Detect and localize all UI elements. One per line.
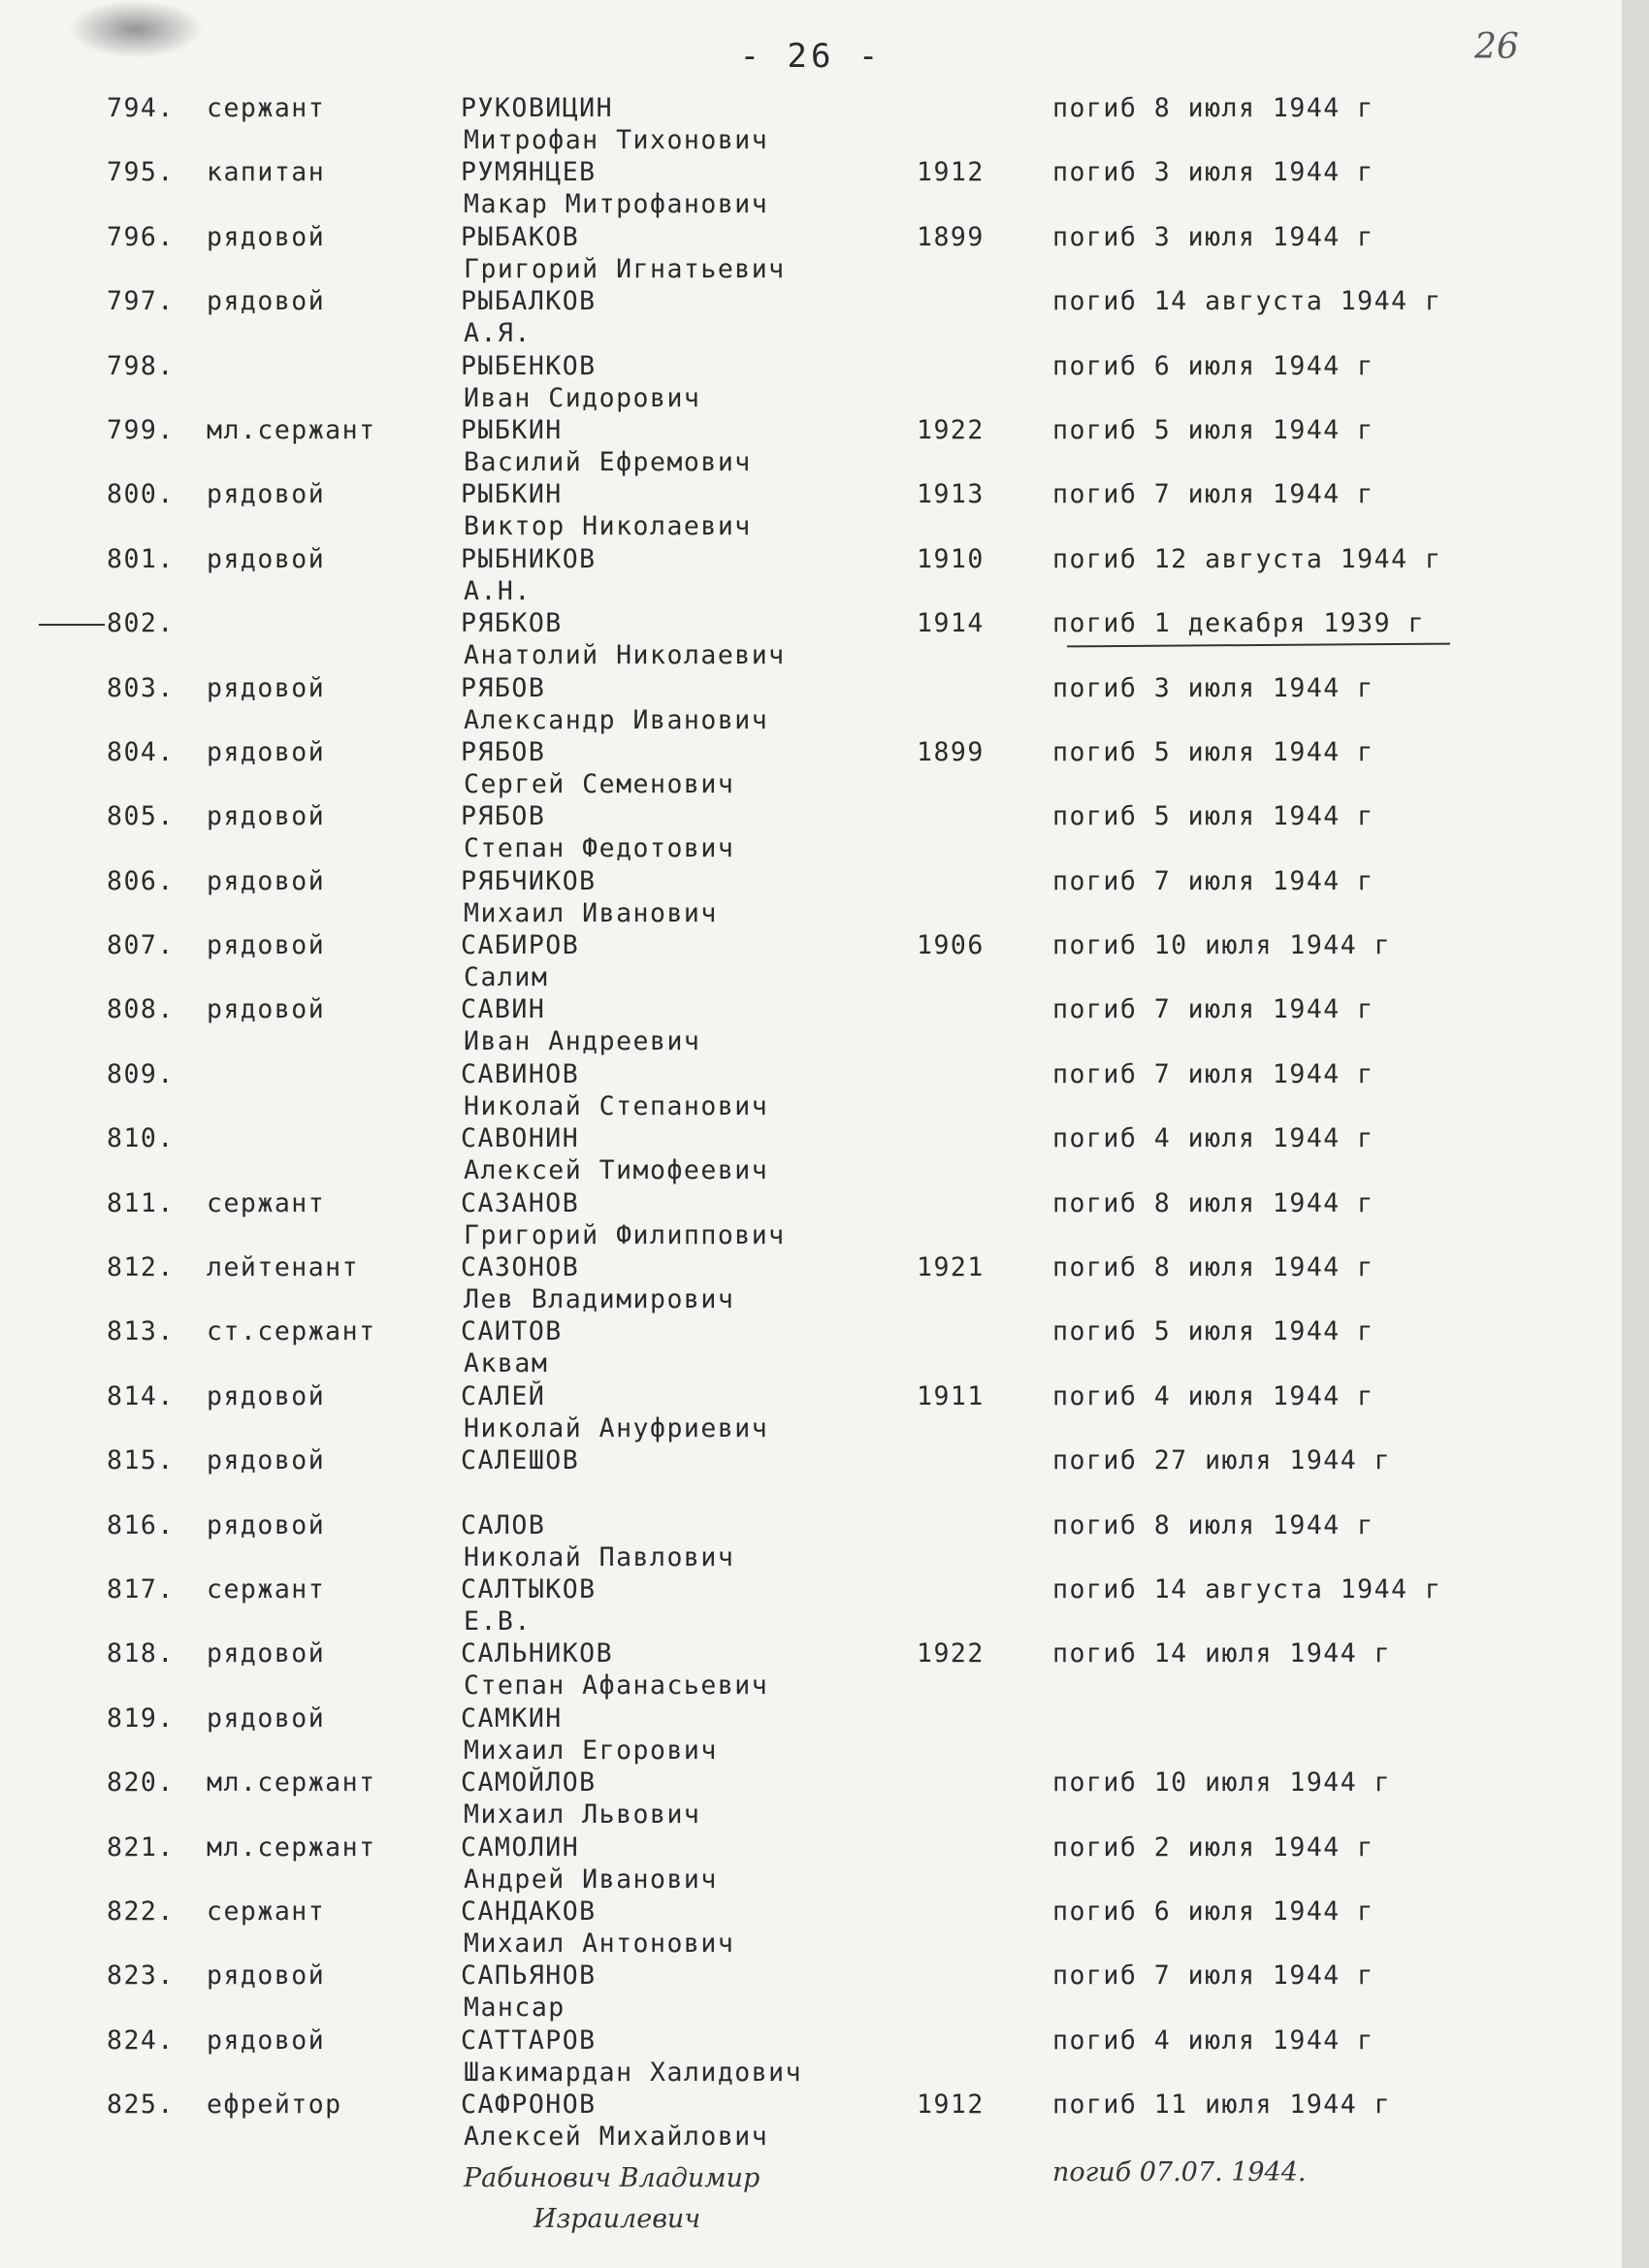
entry-given-name: А.Я. xyxy=(464,318,532,349)
handwritten-patronymic: Израилевич xyxy=(534,2204,701,2234)
entry-status: погиб 3 июля 1944 г xyxy=(1052,157,1374,188)
handwritten-name: Рабинович Владимир xyxy=(464,2163,760,2193)
entry-surname: РЯБОВ xyxy=(461,801,546,832)
entry-rank: рядовой xyxy=(207,221,326,252)
entry-rank: мл.сержант xyxy=(207,1767,376,1798)
entry-given-name: Салим xyxy=(464,962,549,993)
entry-surname: САЛОВ xyxy=(461,1509,546,1540)
entry-given-name: Шакимардан Халидович xyxy=(464,2057,803,2088)
entry-surname: САВИНОВ xyxy=(461,1058,580,1089)
entry-given-name: Иван Андреевич xyxy=(464,1026,701,1057)
entry-rank: рядовой xyxy=(207,801,326,832)
entry-status: погиб 5 июля 1944 г xyxy=(1052,801,1374,832)
list-item xyxy=(0,737,1622,801)
handwritten-status: погиб 07.07. 1944. xyxy=(1052,2157,1307,2187)
list-item xyxy=(0,1188,1622,1252)
entry-surname: САЗОНОВ xyxy=(461,1252,580,1283)
list-item xyxy=(0,2090,1622,2154)
entry-status: погиб 6 июля 1944 г xyxy=(1052,1895,1374,1927)
entry-surname: РЫБНИКОВ xyxy=(461,543,597,574)
list-item xyxy=(0,1574,1622,1638)
entry-surname: САМОЙЛОВ xyxy=(461,1767,597,1798)
list-item xyxy=(0,479,1622,543)
entry-given-name: Николай Степанович xyxy=(464,1090,769,1121)
entry-birth-year: 1922 xyxy=(917,1638,985,1669)
entry-birth-year: 1910 xyxy=(917,543,985,574)
entry-birth-year: 1922 xyxy=(917,414,985,445)
entry-rank: рядовой xyxy=(207,2025,326,2056)
entry-given-name: Александр Иванович xyxy=(464,704,769,735)
entry-surname: САЛЕШОВ xyxy=(461,1445,580,1476)
entry-birth-year: 1906 xyxy=(917,930,985,961)
entry-number: 800. xyxy=(107,479,175,510)
entry-status: погиб 7 июля 1944 г xyxy=(1052,479,1374,510)
entry-status: погиб 7 июля 1944 г xyxy=(1052,1058,1374,1089)
entry-rank: рядовой xyxy=(207,1445,326,1476)
entry-birth-year: 1914 xyxy=(917,608,985,639)
list-item xyxy=(0,1832,1622,1896)
entry-given-name: Михаил Иванович xyxy=(464,897,718,928)
entry-number: 814. xyxy=(107,1380,175,1411)
entry-given-name: А.Н. xyxy=(464,575,532,606)
entry-rank: рядовой xyxy=(207,865,326,896)
entry-status: погиб 14 августа 1944 г xyxy=(1052,286,1442,317)
entry-given-name: Степан Федотович xyxy=(464,833,735,864)
entry-rank: рядовой xyxy=(207,286,326,317)
list-item xyxy=(0,1896,1622,1960)
entry-given-name: Лев Владимирович xyxy=(464,1284,735,1315)
entry-status: погиб 5 июля 1944 г xyxy=(1052,1316,1374,1347)
entry-given-name: Анатолий Николаевич xyxy=(464,640,786,671)
list-item xyxy=(0,93,1622,157)
entry-status: погиб 4 июля 1944 г xyxy=(1052,2025,1374,2056)
entry-status: погиб 12 августа 1944 г xyxy=(1052,543,1442,574)
entry-surname: САЗАНОВ xyxy=(461,1187,580,1218)
entry-surname: РЫБАКОВ xyxy=(461,221,580,252)
list-item xyxy=(0,351,1622,415)
entry-number: 794. xyxy=(107,93,175,123)
entry-number: 822. xyxy=(107,1895,175,1927)
entry-number: 813. xyxy=(107,1316,175,1347)
entry-status: погиб 7 июля 1944 г xyxy=(1052,1960,1374,1992)
entry-status: погиб 8 июля 1944 г xyxy=(1052,1509,1374,1540)
list-item xyxy=(0,222,1622,286)
entry-given-name: Е.В. xyxy=(464,1605,532,1636)
entry-number: 805. xyxy=(107,801,175,832)
entry-status: погиб 3 июля 1944 г xyxy=(1052,672,1374,703)
entry-number: 810. xyxy=(107,1123,175,1154)
list-item xyxy=(0,994,1622,1058)
entry-birth-year: 1912 xyxy=(917,157,985,188)
entry-number: 811. xyxy=(107,1187,175,1218)
entry-number: 812. xyxy=(107,1252,175,1283)
entry-given-name: Митрофан Тихонович xyxy=(464,125,769,155)
entry-surname: РЯБКОВ xyxy=(461,608,563,639)
entry-given-name: Василий Ефремович xyxy=(464,446,752,477)
list-item xyxy=(0,286,1622,350)
entry-rank: ефрейтор xyxy=(207,2090,342,2121)
entry-number: 798. xyxy=(107,350,175,381)
entry-rank: сержант xyxy=(207,1187,326,1218)
entry-birth-year: 1911 xyxy=(917,1380,985,1411)
entry-given-name: Виктор Николаевич xyxy=(464,511,752,542)
entry-rank: рядовой xyxy=(207,930,326,961)
entry-number: 825. xyxy=(107,2090,175,2121)
entry-number: 820. xyxy=(107,1767,175,1798)
entry-given-name: Григорий Филиппович xyxy=(464,1219,786,1250)
entry-surname: РЫБАЛКОВ xyxy=(461,286,597,317)
entry-status: погиб 14 июля 1944 г xyxy=(1052,1638,1392,1669)
list-item xyxy=(0,1638,1622,1702)
entry-given-name: Макар Митрофанович xyxy=(464,189,769,220)
entry-surname: САЛЕЙ xyxy=(461,1380,546,1411)
entry-rank: лейтенант xyxy=(207,1252,360,1283)
entry-number: 804. xyxy=(107,736,175,767)
entry-rank: рядовой xyxy=(207,1509,326,1540)
entry-status: погиб 14 августа 1944 г xyxy=(1052,1573,1442,1604)
entry-surname: САМОЛИН xyxy=(461,1831,580,1863)
list-item xyxy=(0,1123,1622,1187)
entry-given-name: Михаил Львович xyxy=(464,1799,701,1831)
entry-number: 803. xyxy=(107,672,175,703)
entry-surname: САБИРОВ xyxy=(461,930,580,961)
list-item xyxy=(0,1316,1622,1380)
entry-status: погиб 5 июля 1944 г xyxy=(1052,736,1374,767)
entry-birth-year: 1899 xyxy=(917,221,985,252)
entry-surname: РЯБОВ xyxy=(461,672,546,703)
list-item xyxy=(0,1767,1622,1831)
entry-given-name: Алексей Михайлович xyxy=(464,2122,769,2153)
handwritten-arrow-mark xyxy=(39,624,105,626)
entry-status: погиб 7 июля 1944 г xyxy=(1052,994,1374,1025)
entry-number: 801. xyxy=(107,543,175,574)
entry-rank: рядовой xyxy=(207,994,326,1025)
page-number: - 26 - xyxy=(739,37,883,76)
entry-surname: САФРОНОВ xyxy=(461,2090,597,2121)
entry-rank: рядовой xyxy=(207,543,326,574)
entry-surname: САНДАКОВ xyxy=(461,1895,597,1927)
entry-status: погиб 6 июля 1944 г xyxy=(1052,350,1374,381)
list-item xyxy=(0,673,1622,737)
entry-given-name: Николай Павлович xyxy=(464,1541,735,1572)
entry-rank: сержант xyxy=(207,93,326,123)
entry-given-name: Григорий Игнатьевич xyxy=(464,253,786,284)
entry-surname: САПЬЯНОВ xyxy=(461,1960,597,1992)
list-item xyxy=(0,1960,1622,2025)
entry-status: погиб 11 июля 1944 г xyxy=(1052,2090,1392,2121)
entry-given-name: Николай Ануфриевич xyxy=(464,1412,769,1443)
casualty-list xyxy=(0,93,1622,2155)
entry-number: 796. xyxy=(107,221,175,252)
list-item xyxy=(0,608,1622,672)
entry-birth-year: 1899 xyxy=(917,736,985,767)
handwritten-page-number: 26 xyxy=(1474,27,1519,67)
list-item xyxy=(0,157,1622,221)
list-item xyxy=(0,1445,1622,1509)
entry-surname: РЫБЕНКОВ xyxy=(461,350,597,381)
entry-rank: рядовой xyxy=(207,1380,326,1411)
entry-surname: САВОНИН xyxy=(461,1123,580,1154)
entry-given-name: Михаил Антонович xyxy=(464,1928,735,1959)
entry-rank: рядовой xyxy=(207,1702,326,1733)
entry-status: погиб 27 июля 1944 г xyxy=(1052,1445,1392,1476)
entry-given-name: Аквам xyxy=(464,1348,549,1379)
entry-number: 802. xyxy=(107,608,175,639)
list-item xyxy=(0,930,1622,994)
entry-number: 819. xyxy=(107,1702,175,1733)
entry-given-name: Андрей Иванович xyxy=(464,1863,718,1895)
entry-birth-year: 1913 xyxy=(917,479,985,510)
entry-number: 808. xyxy=(107,994,175,1025)
entry-given-name: Михаил Егорович xyxy=(464,1734,718,1766)
entry-number: 818. xyxy=(107,1638,175,1669)
entry-status: погиб 5 июля 1944 г xyxy=(1052,414,1374,445)
list-item xyxy=(0,1059,1622,1123)
entry-surname: РЯБЧИКОВ xyxy=(461,865,597,896)
list-item xyxy=(0,801,1622,865)
entry-number: 821. xyxy=(107,1831,175,1863)
entry-rank: мл.сержант xyxy=(207,1831,376,1863)
entry-number: 809. xyxy=(107,1058,175,1089)
list-item xyxy=(0,866,1622,930)
list-item xyxy=(0,2025,1622,2090)
entry-number: 799. xyxy=(107,414,175,445)
entry-surname: РУМЯНЦЕВ xyxy=(461,157,597,188)
entry-status: погиб 7 июля 1944 г xyxy=(1052,865,1374,896)
entry-number: 797. xyxy=(107,286,175,317)
entry-rank: сержант xyxy=(207,1895,326,1927)
entry-number: 807. xyxy=(107,930,175,961)
entry-rank: рядовой xyxy=(207,672,326,703)
entry-birth-year: 1912 xyxy=(917,2090,985,2121)
entry-number: 815. xyxy=(107,1445,175,1476)
entry-birth-year: 1921 xyxy=(917,1252,985,1283)
page-edge xyxy=(1622,0,1649,2268)
entry-number: 817. xyxy=(107,1573,175,1604)
entry-given-name: Сергей Семенович xyxy=(464,768,735,799)
entry-status: погиб 3 июля 1944 г xyxy=(1052,221,1374,252)
entry-surname: САЛТЫКОВ xyxy=(461,1573,597,1604)
entry-rank: ст.сержант xyxy=(207,1316,376,1347)
list-item xyxy=(0,544,1622,608)
list-item xyxy=(0,1703,1622,1767)
entry-surname: САЛЬНИКОВ xyxy=(461,1638,614,1669)
entry-status: погиб 8 июля 1944 г xyxy=(1052,1187,1374,1218)
entry-status: погиб 8 июля 1944 г xyxy=(1052,1252,1374,1283)
entry-surname: САВИН xyxy=(461,994,546,1025)
entry-number: 795. xyxy=(107,157,175,188)
entry-rank: рядовой xyxy=(207,736,326,767)
list-item xyxy=(0,1252,1622,1316)
entry-surname: РУКОВИЦИН xyxy=(461,93,614,123)
list-item xyxy=(0,415,1622,479)
entry-number: 823. xyxy=(107,1960,175,1992)
entry-given-name: Иван Сидорович xyxy=(464,382,701,413)
entry-number: 816. xyxy=(107,1509,175,1540)
entry-given-name: Степан Афанасьевич xyxy=(464,1670,769,1701)
entry-status: погиб 10 июля 1944 г xyxy=(1052,1767,1392,1798)
entry-rank: рядовой xyxy=(207,479,326,510)
entry-number: 824. xyxy=(107,2025,175,2056)
entry-rank: сержант xyxy=(207,1573,326,1604)
entry-status: погиб 8 июля 1944 г xyxy=(1052,93,1374,123)
entry-given-name: Мансар xyxy=(464,1993,566,2024)
entry-surname: РЯБОВ xyxy=(461,736,546,767)
entry-given-name: Алексей Тимофеевич xyxy=(464,1155,769,1186)
list-item xyxy=(0,1381,1622,1445)
list-item xyxy=(0,1510,1622,1574)
entry-surname: РЫБКИН xyxy=(461,414,563,445)
entry-rank: рядовой xyxy=(207,1638,326,1669)
entry-status: погиб 2 июля 1944 г xyxy=(1052,1831,1374,1863)
entry-status: погиб 10 июля 1944 г xyxy=(1052,930,1392,961)
entry-surname: РЫБКИН xyxy=(461,479,563,510)
entry-status: погиб 4 июля 1944 г xyxy=(1052,1380,1374,1411)
handwritten-underline xyxy=(1067,643,1450,648)
entry-status: погиб 1 декабря 1939 г xyxy=(1052,608,1425,639)
entry-status: погиб 4 июля 1944 г xyxy=(1052,1123,1374,1154)
entry-surname: САМКИН xyxy=(461,1702,563,1733)
entry-surname: САИТОВ xyxy=(461,1316,563,1347)
entry-rank: мл.сержант xyxy=(207,414,376,445)
entry-number: 806. xyxy=(107,865,175,896)
entry-rank: рядовой xyxy=(207,1960,326,1992)
entry-surname: САТТАРОВ xyxy=(461,2025,597,2056)
entry-rank: капитан xyxy=(207,157,326,188)
